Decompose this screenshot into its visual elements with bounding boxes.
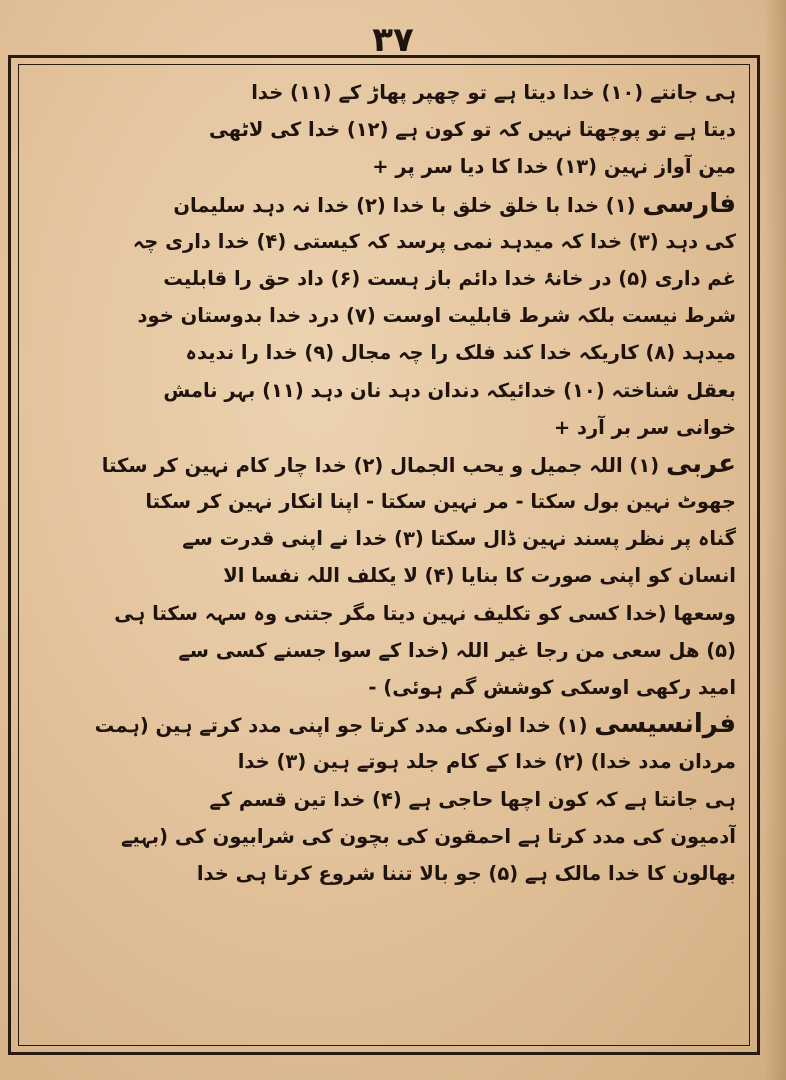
text-line: فارسی (۱) خدا با خلق خلق با خدا (۲) خدا نہ دہد سلیمان bbox=[173, 188, 736, 219]
text-line: گناہ پر نظر پسند نہین ڈال سکتا (۳) خدا نے اپنی قدرت سے bbox=[182, 527, 736, 551]
text-line: میدہد (۸) کاریکہ خدا کند فلک را چہ مجال (۹) خدا را ندیدہ bbox=[185, 341, 736, 365]
text-line: وسعھا (خدا کسی کو تکلیف نہین دیتا مگر جتنی وہ سہہ سکتا ہی bbox=[114, 601, 736, 625]
text-line: بعقل شناختہ (۱۰) خدائیکہ دندان دہد نان دہد (۱۱) بہر نامش bbox=[163, 378, 736, 402]
text-line: ہی جانتا ہے کہ کون اچھا حاجی ہے (۴) خدا تین قسم کے bbox=[209, 787, 736, 811]
text-line: عربی (۱) اللہ جمیل و یحب الجمال (۲) خدا چار کام نہین کر سکتا bbox=[101, 448, 736, 479]
section-heading-farsi: فارسی bbox=[642, 188, 736, 219]
text-line: غم داری (۵) در خانۂ خدا دائم باز ہست (۶) داد حق را قابلیت bbox=[163, 266, 736, 290]
text-line: مین آواز نہین (۱۳) خدا کا دیا سر پر + bbox=[372, 155, 736, 179]
page-number: ۳۷ bbox=[372, 20, 414, 60]
text-line: شرط نیست بلکہ شرط قابلیت اوست (۷) درد خدا بدوستان خود bbox=[137, 304, 736, 328]
text-line: انسان کو اپنی صورت کا بنایا (۴) لا یکلف اللہ نفسا الا bbox=[223, 564, 736, 588]
text-line: دیتا ہے تو پوچھتا نہیں کہ تو کون ہے (۱۲) خدا کی لاٹھی bbox=[208, 118, 736, 142]
text-line: مردان مدد خدا) (۲) خدا کے کام جلد ہوتے ہین (۳) خدا bbox=[237, 750, 736, 774]
text-line: فرانسیسی (۱) خدا اونکی مدد کرتا جو اپنی مدد کرتے ہین (ہمت bbox=[94, 709, 736, 740]
text-line: جھوٹ نہین بول سکتا - مر نہین سکتا - اپنا انکار نہین کر سکتا bbox=[145, 490, 736, 514]
text-line: (۵) ھل سعی من رجا غیر اللہ (خدا کے سوا جسنے کسی سے bbox=[178, 638, 736, 662]
text-body bbox=[26, 74, 742, 1036]
text-line: خوانی سر بر آرد + bbox=[553, 415, 736, 439]
text-line: کی دہد (۳) خدا کہ میدہد نمی پرسد کہ کیستی (۴) خدا داری چہ bbox=[132, 229, 736, 253]
text-line: آدمیون کی مدد کرتا ہے احمقون کی بچون کی شرابیون کی (بہیے bbox=[120, 824, 736, 848]
text-line: بھالون کا خدا مالک ہے (۵) جو بالا تننا شروع کرتا ہی خدا bbox=[196, 861, 736, 885]
text-line: ہی جانتے (۱۰) خدا دیتا ہے تو چھپر پھاڑ کے (۱۱) خدا bbox=[251, 81, 736, 104]
section-heading-arabic: عربی bbox=[665, 448, 736, 479]
text-line: امید رکھی اوسکی کوشش گم ہوئی) - bbox=[368, 676, 736, 699]
page-edge-shadow bbox=[764, 0, 786, 1080]
section-heading-french: فرانسیسی bbox=[594, 709, 736, 740]
